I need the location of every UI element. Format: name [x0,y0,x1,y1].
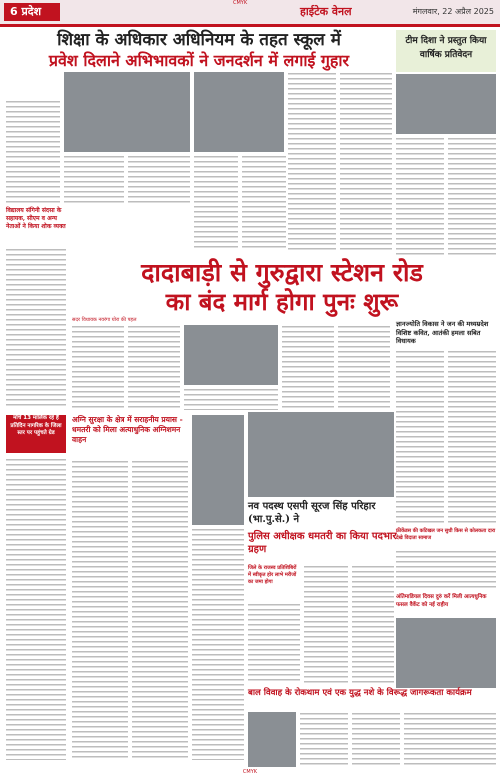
text-column [72,325,124,410]
mid-center-headline-line2: पुलिस अधीक्षक धमतरी का किया पदभार ग्रहण [248,531,397,555]
news-photo [396,74,496,134]
text-column [300,712,348,767]
main-headline-line2: का बंद मार्ग होगा पुनः शुरू [165,287,399,316]
issue-date: मंगलवार, 22 अप्रैल 2025 [412,7,494,16]
news-photo [248,712,296,767]
bottom-headline: बाल विवाह के रोकथाम एवं एक युद्ध नशे के विरूद्ध जागरूकता कार्यक्रम [248,688,472,698]
right-small2-headline: अंतिमाडियल दिवस दुरुं करें मिली आत्यधुनिक फसल वैकेंट को नई राहीय [396,594,487,608]
mid-center-headline-line1: नव पदस्थ एसपी सूरज सिंह परिहार (भा.पु.से.) ने [248,501,376,525]
cmyk-mark: CMYK [233,0,248,6]
text-column [396,350,444,525]
text-column [304,565,348,683]
top-headline-line1: शिक्षा के अधिकार अधिनियम के तहत स्कूल में [57,30,341,50]
text-column [72,460,128,760]
text-column [448,137,496,255]
news-photo [194,72,284,152]
page-section-label: 6 प्रदेश [4,3,60,21]
main-headline [70,258,494,318]
mid-left-headline: अग्नि सुरक्षा के क्षेत्र में सराहनीय प्रयास - धमतरी को मिला अत्याधुनिक अग्निशमन वाहन [72,415,183,444]
small-box-center-headline: जिले के राजस्व प्रतिशिबिरों में स्वीकृत होर लाभे मरीजों का जमा होगा [248,565,297,585]
text-column [404,712,496,767]
text-column [6,100,60,204]
small-box-left-headline: मॉर्च 13 मालिक रहे हैं प्रतिदिन नागरिक के जिला स्तर पर पहुंचते ग्रेड [6,415,66,453]
main-headline-line1: दादाबाड़ी से गुरुद्वारा स्टेशन रोड [141,258,423,287]
right-story-headline: ज्ञानज्योति विकास ने जन की मध्यम्रदेश विशिष्ट कवित, आतंकी हमला सबित विधायक [396,320,489,345]
text-column [132,460,188,760]
text-column [128,325,180,410]
top-headline-line2: प्रवेश दिलाने अभिभावकों ने जनदर्शन में लगाई गुहार [48,51,350,70]
text-column [192,528,244,760]
text-column [448,350,496,525]
text-column [184,388,278,410]
left-box-headline: विद्यालय संगिनी संदसा के सहायक, सीएम व अन्य नेताओं ने किया शोक व्यक्त [6,207,66,230]
page-header [0,0,500,27]
news-photo [184,325,278,385]
text-column [288,72,336,250]
text-column [340,72,392,250]
text-column [396,550,496,590]
news-photo [248,412,394,497]
side-story-headline: टीम दिशा ने प्रस्तुत किया वार्षिक प्रतिवेदन [396,30,496,72]
text-column [352,712,400,767]
text-column [6,248,66,408]
text-column [128,155,190,205]
text-column [282,325,334,410]
text-column [194,155,238,250]
news-photo [64,72,190,152]
right-small-headline: फ्रीकेंडस की कटिखल जन सुधी किस से कोलकता दारा देखे विदाता सामाज [396,528,496,541]
text-column [396,137,444,255]
main-byline: सदर विधायक नवरंगा योरा की पहल [72,317,137,323]
text-column [242,155,286,250]
footer-cmyk: CMYK [242,769,258,775]
text-column [64,155,124,205]
news-photo [192,415,244,525]
text-column [248,603,300,683]
text-column [6,458,66,760]
news-photo [396,618,496,688]
masthead: हाईटेक वेनल [300,5,352,18]
text-column [352,565,394,683]
text-column [338,325,390,410]
